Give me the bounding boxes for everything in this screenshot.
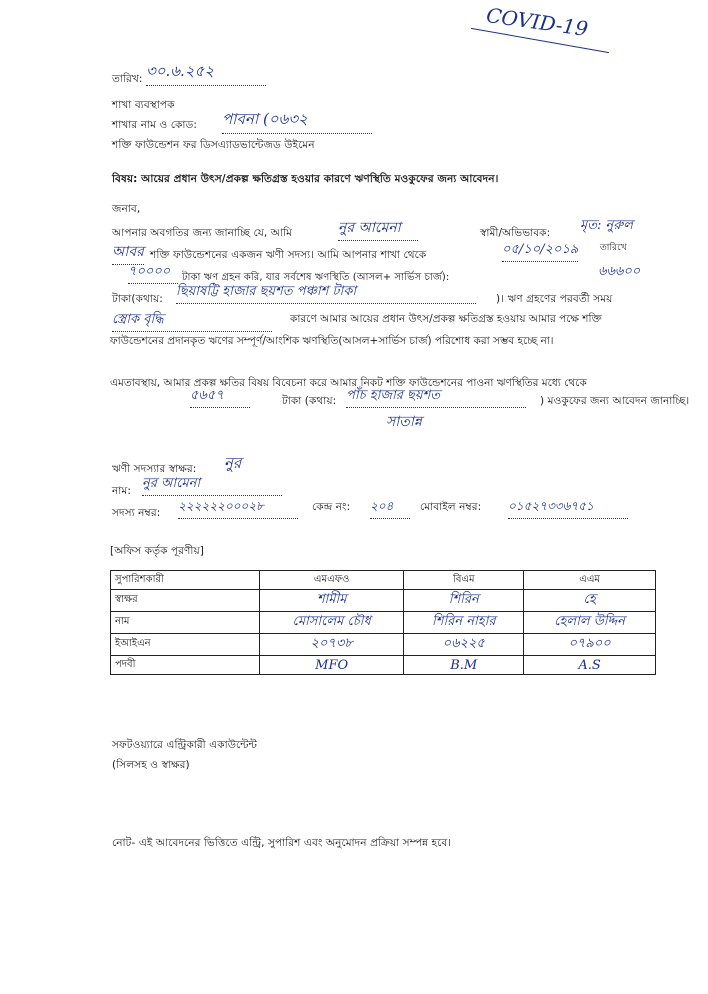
- member-name-label: নাম:: [112, 485, 131, 497]
- branch-value: পাবনা (০৬৩২: [222, 108, 372, 134]
- center-label: কেন্দ্র নং:: [312, 501, 351, 513]
- row-label: স্বাক্ষর: [111, 590, 260, 612]
- waive-amount-field: ৫৬৫৭: [190, 386, 250, 408]
- salutation: জনাব,: [112, 203, 141, 215]
- table-cell: শিরিন নাহার: [404, 612, 524, 634]
- p1-text-b: স্বামী/অভিভাবক:: [480, 227, 551, 239]
- p1-text-g: )। ঋণ গ্রহণের পরবর্তী সময়: [496, 293, 613, 305]
- member-no-label: সদস্য নম্বর:: [112, 507, 161, 519]
- organization-name: শক্তি ফাউন্ডেশন ফর ডিসএ্যাডভান্টেজড উইমেন: [112, 139, 315, 151]
- row-label: পদবী: [111, 656, 260, 675]
- signature-cell: শিরিন: [404, 590, 524, 612]
- p1-text-d: তারিখে: [600, 243, 627, 253]
- member-name-field: নুর আমেনা: [338, 216, 418, 241]
- member-no-value: ২২২২২২০০০২৮: [178, 498, 298, 519]
- member-name-value: নুর আমেনা: [142, 474, 282, 496]
- guardian-field: মৃত: নুরুল: [580, 218, 633, 233]
- row-label: নাম: [111, 612, 260, 634]
- guardian-field-cont: আবর: [112, 240, 144, 265]
- branch-label: শাখার নাম ও কোড:: [112, 119, 197, 131]
- date-value: ৩০.৬.২৫২: [146, 60, 266, 86]
- table-row: [111, 656, 656, 675]
- subject-line: বিষয়: আয়ের প্রধান উৎস/প্রকল্প ক্ষতিগ্রস্ত হওয়ার কারণে ঋণস্থিতি মওকুফের জন্য আবেদন।: [112, 173, 499, 185]
- balance-field: ৬৬৬০০: [598, 264, 641, 279]
- p2-text-a: এমতাবস্থায়, আমার প্রকল্প ক্ষতির বিষয় বিবেচনা করে আমার নিকট শক্তি ফাউন্ডেশনের পাওনা ঋণস্থিতির মধ্যে থেকে: [110, 377, 587, 389]
- footer-note: নোট- এই আবেদনের ভিত্তিতে এন্ট্রি, সুপারিশ এবং অনুমোদন প্রক্রিয়া সম্পন্ন হবে।: [112, 837, 452, 849]
- cause-field: স্ত্রোক বৃদ্ধি: [112, 310, 272, 332]
- p1-text-a: আপনার অবগতির জন্য জানাচ্ছি যে, আমি: [112, 227, 293, 239]
- p1-text-e: টাকা ঋণ গ্রহন করি, যার সর্বশেষ ঋণস্থিতি (আসল+ সার্ভিস চার্জ):: [182, 272, 450, 283]
- addressee-title: শাখা ব্যবস্থাপক: [112, 99, 175, 111]
- signature-cell: শামীম: [260, 590, 404, 612]
- table-row: [111, 590, 656, 612]
- table-cell: MFO: [260, 656, 404, 675]
- table-cell: A.S: [524, 656, 656, 675]
- office-table: [110, 570, 656, 675]
- accountant-subtitle: (সিলসহ ও স্বাক্ষর): [112, 759, 190, 771]
- waive-words-field: পাঁচ হাজার ছয়শত: [346, 386, 526, 408]
- table-cell: B.M: [404, 656, 524, 675]
- table-row: [111, 634, 656, 656]
- date-label: তারিখ:: [112, 73, 143, 85]
- p1-text-h: কারণে আমার আয়ের প্রধান উৎস/প্রকল্প ক্ষতিগ্রস্ত হওয়ায় আমার পক্ষে শক্তি ফাউন্ডেশনের প্রদানকৃত ঋণের সম্পূর্ণ/আংশিক ঋণস্থিতি(আসল+সার্ভিস চার্জ) পরিশোধ করা সম্ভব হচ্ছে না।: [110, 313, 602, 347]
- header-cell: বিএম: [404, 571, 524, 590]
- header-cell: এএম: [524, 571, 656, 590]
- header-cell: সুপারিশকারী: [111, 571, 260, 590]
- table-cell: ০৬২২৫: [404, 634, 524, 656]
- balance-words-field: ছিয়াষট্টি হাজার ছয়শত পঞ্চাশ টাকা: [176, 282, 476, 304]
- table-cell: ০৭৯০০: [524, 634, 656, 656]
- member-sig-label: ঋণী সদস্যার স্বাক্ষর:: [112, 463, 197, 475]
- mobile-value: ০১৫২৭৩৩৬৭৫১: [508, 498, 628, 519]
- row-label: ইআইএন: [111, 634, 260, 656]
- mobile-label: মোবাইল নম্বর:: [420, 501, 482, 513]
- loan-date-field: ০৫/১০/২০১৯: [502, 240, 578, 262]
- center-value: ২০৪: [370, 498, 410, 519]
- loan-amount-field: ৭০০০০: [128, 262, 178, 284]
- accountant-title: সফটওয়্যারে এন্ট্রিকারী একাউন্টেন্ট: [112, 739, 257, 751]
- table-cell: ২০৭৩৮: [260, 634, 404, 656]
- office-table-header: [111, 571, 656, 590]
- header-cell: এমএফও: [260, 571, 404, 590]
- table-cell: হেলাল উদ্দিন: [524, 612, 656, 634]
- table-cell: মোসালেম চৌধ: [260, 612, 404, 634]
- p2-text-c: ) মওকুফের জন্য আবেদন জানাচ্ছি।: [540, 395, 690, 407]
- waive-words-cont: সাতান্ন: [386, 414, 422, 430]
- p2-text-b: টাকা (কথায়:: [282, 395, 337, 407]
- member-signature: নুর: [224, 454, 242, 472]
- p1-text-c: শক্তি ফাউন্ডেশনের একজন ঋণী সদস্য। আমি আপনার শাখা থেকে: [150, 249, 427, 261]
- p1-text-f: টাকা(কথায়:: [112, 293, 163, 305]
- covid-stamp: COVID-19: [484, 2, 590, 42]
- table-row: [111, 612, 656, 634]
- signature-cell: হে: [524, 590, 656, 612]
- office-use-title: [অফিস কর্তৃক পূরণীয়]: [110, 545, 204, 557]
